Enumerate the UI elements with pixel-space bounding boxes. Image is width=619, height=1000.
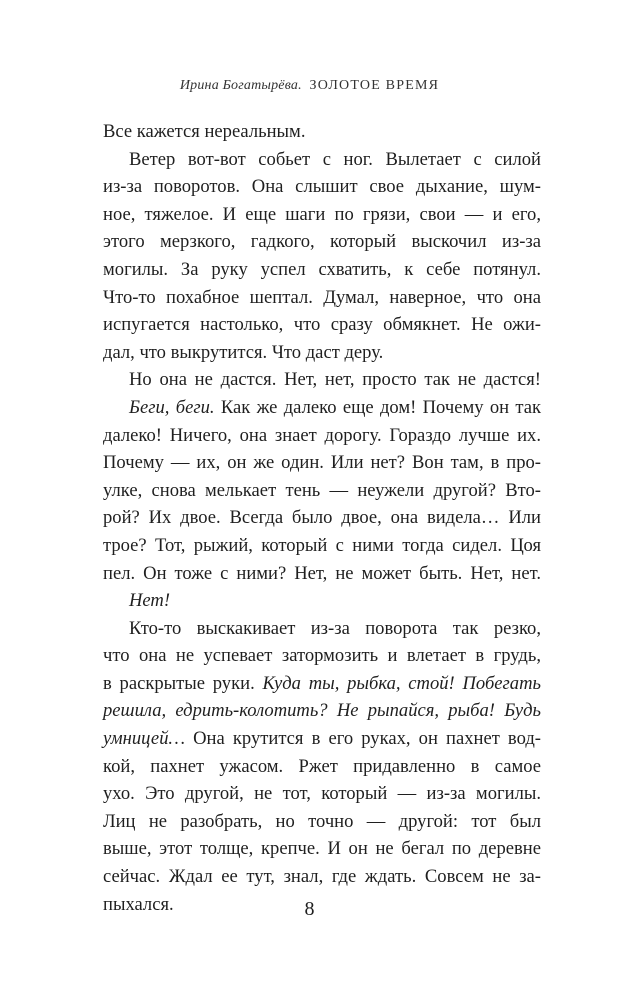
italic-phrase: Беги, беги. [129,396,215,418]
paragraph-line: выше, этот толще, крепче. И он не бегал по деревне [103,838,541,860]
paragraph-line: Лиц не разобрать, но точно — другой: тот был [103,810,541,832]
paragraph-line: Все кажется нереальным. [103,121,306,142]
paragraph-line [103,725,541,753]
paragraph-line: из-за поворотов. Она слышит свое дыхание, шум- [103,176,541,198]
paragraph-line: пыхался. [103,893,174,915]
paragraph-line [103,394,541,422]
paragraph-line: далеко! Ничего, она знает дорогу. Гораздо лучше их. [103,424,541,446]
paragraph-line: Почему — их, он же один. Или нет? Вон там, в про- [103,452,541,474]
italic-phrase: Нет! [129,590,171,612]
body-text [103,118,541,918]
running-head [0,78,619,94]
italic-phrase: умницей… [103,728,186,750]
paragraph-line: трое? Тот, рыжий, который с ними тогда сидел. Цоя [103,534,541,556]
running-head-title: ЗОЛОТОЕ ВРЕМЯ [309,78,440,93]
paragraph-text: Как же далеко еще дом! Почему он так [214,396,542,418]
paragraph-line: рой? Их двое. Всегда было двое, она видела… Или [103,507,541,529]
paragraph-line [103,587,541,615]
paragraph-line [103,697,541,725]
paragraph-text: в раскрытые руки. [103,672,255,694]
paragraph-line: Кто-то выскакивает из-за поворота так резко, [129,617,541,639]
paragraph-line: испугается настолько, что сразу обмякнет. Не ожи- [103,314,541,336]
italic-phrase: Куда ты, рыбка, стой! Побегать [262,672,541,694]
paragraph-line: дал, что выкрутится. Что даст деру. [103,341,384,363]
paragraph-line: пел. Он тоже с ними? Нет, не может быть. Нет, нет. [103,562,541,584]
paragraph-line: Что-то похабное шептал. Думал, наверное, что она [103,286,541,308]
page-number: 8 [304,898,315,920]
paragraph-line: что она не успевает затормозить и влетает в грудь, [103,645,541,667]
paragraph-line: Но она не дастся. Нет, нет, просто так не дастся! [129,369,541,391]
italic-phrase: решила, едрить-колотить? Не рыпайся, рыба! Будь [103,700,541,722]
paragraph-text: Она крутится в его руках, он пахнет вод- [185,728,541,750]
paragraph-line [103,670,541,698]
paragraph-line: ухо. Это другой, не тот, который — из-за могилы. [103,783,541,805]
paragraph-line: могилы. За руку успел схватить, к себе потянул. [103,258,541,280]
paragraph-line: этого мерзкого, гадкого, который выскочил из-за [103,231,541,253]
paragraph-line: Ветер вот-вот собьет с ног. Вылетает с силой [129,148,541,170]
paragraph-line: сейчас. Ждал ее тут, знал, где ждать. Совсем не за- [103,866,541,888]
paragraph-line: кой, пахнет ужасом. Ржет придавленно в самое [103,755,541,777]
running-head-author: Ирина Богатырёва. [179,78,302,93]
paragraph-line: улке, снова мелькает тень — неужели другой? Вто- [103,479,541,501]
paragraph-line: ное, тяжелое. И еще шаги по грязи, свои — и его, [103,203,541,225]
